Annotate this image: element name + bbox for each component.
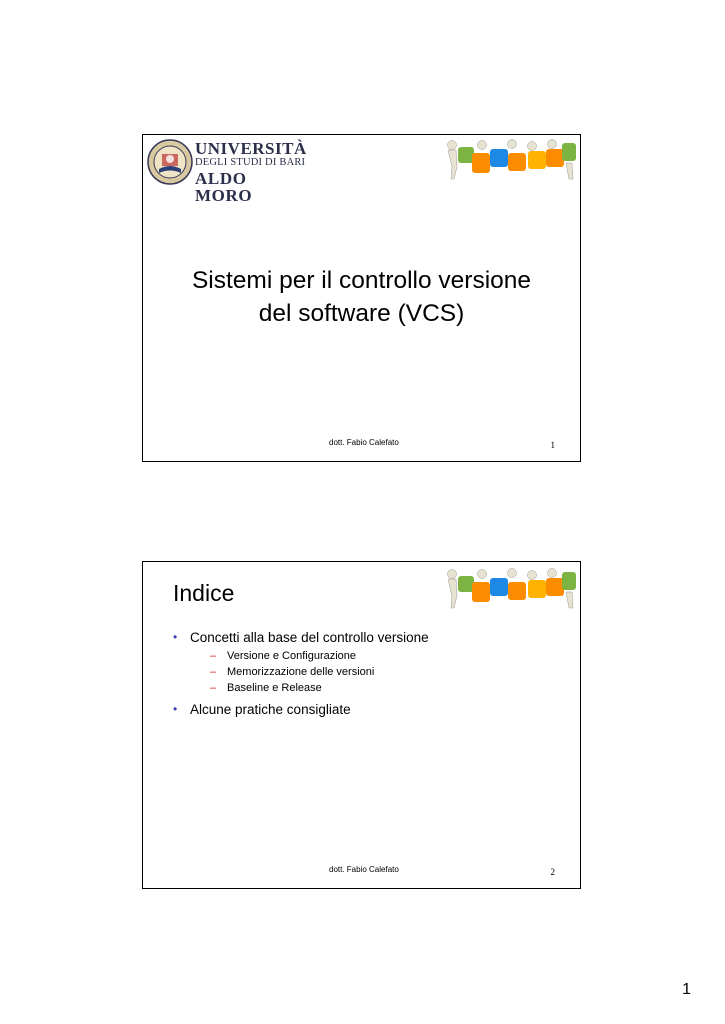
sub-bullet-text: Memorizzazione delle versioni [227, 666, 375, 678]
bullet-text: Concetti alla base del controllo versione [190, 630, 429, 645]
sub-bullet-list [190, 648, 429, 696]
university-dedication: ALDO MORO [195, 168, 253, 205]
bullet-icon: • [173, 630, 178, 644]
slide-title-line-1: Sistemi per il controllo versione [191, 267, 532, 294]
sub-bullet-item [210, 680, 429, 696]
sub-bullet-item [210, 648, 429, 664]
slide-title [143, 264, 580, 330]
bullet-item [173, 629, 429, 696]
university-subtitle: DEGLI STUDI DI BARI [195, 157, 306, 168]
slide-2 [142, 561, 581, 889]
bullet-list [173, 629, 429, 718]
sub-bullet-text: Baseline e Release [227, 682, 322, 694]
university-seal-icon [147, 139, 193, 185]
puzzle-people-icon [442, 566, 578, 610]
puzzle-people-icon [442, 137, 578, 181]
dash-icon: – [210, 682, 217, 694]
dash-icon: – [210, 666, 217, 678]
slide-title-line-2: del software (VCS) [258, 300, 465, 327]
sub-bullet-text: Versione e Configurazione [227, 650, 357, 662]
sub-bullet-item [210, 664, 429, 680]
bullet-icon: • [173, 702, 178, 716]
slide-author: dott. Fabio Calefato [329, 865, 399, 874]
slide-author: dott. Fabio Calefato [329, 438, 399, 447]
bullet-item [173, 701, 429, 718]
slide-number: 1 [550, 440, 555, 450]
page-number: 1 [682, 981, 691, 998]
university-logo [147, 139, 307, 205]
bullet-text: Alcune pratiche consigliate [190, 702, 351, 717]
slide-number: 2 [550, 867, 555, 877]
slide-1 [142, 134, 581, 462]
slide-title: Indice [173, 580, 235, 606]
dash-icon: – [210, 650, 217, 662]
university-name: UNIVERSITÀ [195, 139, 307, 158]
